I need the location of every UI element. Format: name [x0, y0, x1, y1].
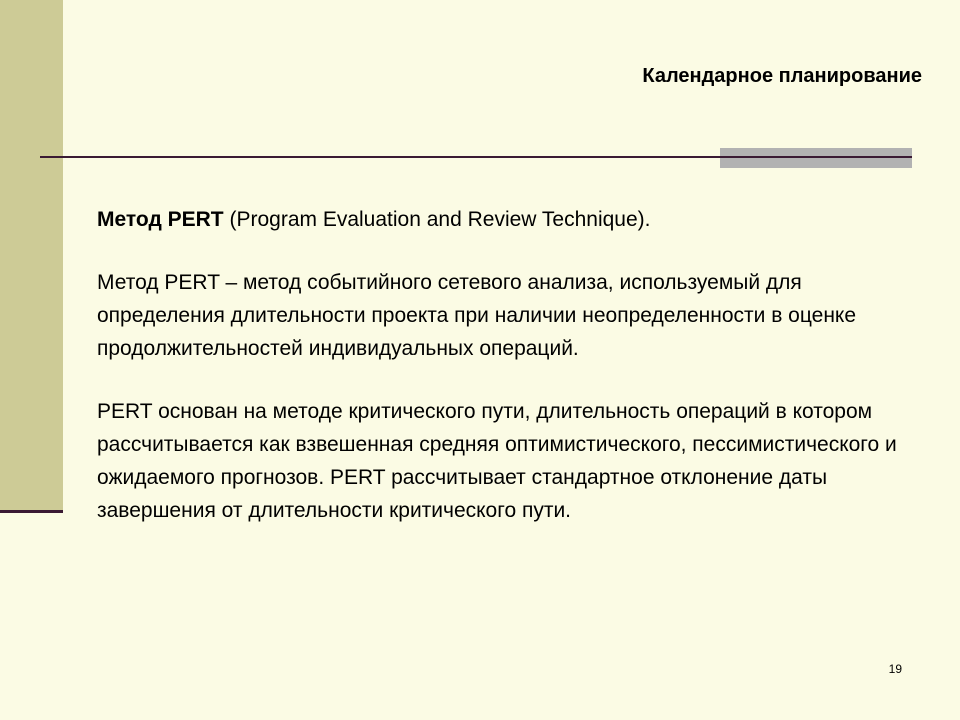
title-rule — [40, 156, 912, 158]
pert-name-expansion: (Program Evaluation and Review Technique). — [223, 208, 651, 231]
side-band — [0, 0, 63, 510]
pert-name-bold: Метод PERT — [97, 208, 224, 231]
side-band-rule — [0, 510, 63, 513]
paragraph-pert-name — [97, 203, 927, 236]
slide-title: Календарное планирование — [642, 65, 922, 87]
paragraph-pert-basis: PERT основан на методе критического пути, длительность операций в котором рассчитывается как взвешенная средняя оптимистического, пессимистического и ожидаемого прогнозов. PERT рассчитывает стандартное отклонение даты завершения от длительности критического пути. — [97, 400, 897, 522]
page-number: 19 — [888, 662, 902, 676]
paragraph-pert-definition: Метод PERT – метод событийного сетевого анализа, используемый для определения длительности проекта при наличии неопределенности в оценке продолжительностей индивидуальных операций. — [97, 271, 857, 360]
slide-content — [97, 203, 927, 527]
title-rule-accent — [720, 148, 912, 168]
